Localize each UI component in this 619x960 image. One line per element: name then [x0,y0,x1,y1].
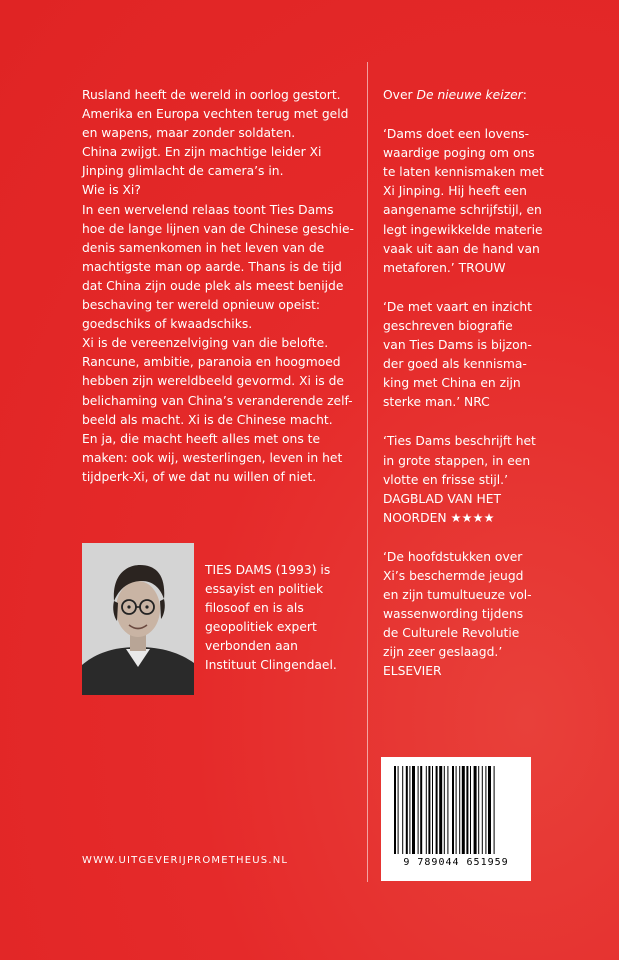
review-line: aangename schrijfstijl, en [383,203,542,218]
review-line: DAGBLAD VAN HET [383,491,502,506]
blurb-line: beschaving ter wereld opnieuw opeist: [82,298,321,313]
blurb-line: maken: ook wij, westerlingen, leven in het [82,450,343,465]
review-line: sterke man.’ NRC [383,395,490,410]
barcode-bar [456,766,457,854]
publisher-url[interactable]: WWW.UITGEVERIJPROMETHEUS.NL [82,855,289,866]
review-line: ‘Dams doet een lovens- [383,127,530,142]
barcode-bar [474,766,477,854]
blurb-line: Rusland heeft de wereld in oorlog gestort. [82,88,341,102]
blurb-line: goedschiks of kwaadschiks. [82,317,253,332]
review-line: en zijn tumultueuze vol- [383,588,532,603]
review-elsevier [383,548,573,682]
reviews-heading-suffix: : [522,88,527,102]
blurb-line: Rancune, ambitie, paranoia en hoogmoed [82,355,341,370]
review-line: Xi’s beschermde jeugd [383,568,524,583]
bio-line: filosoof en is als [205,601,304,616]
blurb-line: machtigste man op aarde. Thans is de tijd [82,259,342,274]
barcode-bar [402,766,403,854]
bio-line: verbonden aan [205,639,298,654]
barcode-bar [426,766,427,854]
review-line: de Culturele Revolutie [383,626,520,641]
author-bio [205,561,370,676]
blurb-line: beeld als macht. Xi is de Chinese macht. [82,412,333,427]
blurb-line: denis samenkomen in het leven van de [82,240,325,255]
blurb-line: tijdperk-Xi, of we dat nu willen of niet. [82,469,317,484]
barcode-bar [406,766,408,854]
barcode-bar [412,766,415,854]
barcode-bar [482,766,483,854]
review-line: geschreven biografie [383,318,513,333]
reviews-column [383,86,573,702]
blurb-line: En ja, die macht heeft alles met ons te [82,431,321,446]
blurb-line: belichaming van China’s veranderende zelf- [82,393,353,408]
blurb-line: en wapens, maar zonder soldaten. [82,126,296,141]
review-line: zijn zeer geslaagd.’ [383,645,503,660]
blurb-line: dat China zijn oude plek als meest benijde [82,278,344,293]
barcode-bar [394,766,396,854]
review-line: vaak uit aan de hand van [383,241,540,256]
barcode-bar [478,766,479,854]
reviews-heading-prefix: Over [383,88,417,102]
reviews-heading [383,86,573,105]
review-line: ‘De hoofdstukken over [383,549,523,564]
blurb-line: hebben zijn wereldbeeld gevormd. Xi is de [82,374,344,389]
barcode-bar [488,766,491,854]
barcode-bar [420,766,422,854]
barcode-bar [459,766,460,854]
blurb-line: Jinping glimlacht de camera’s in. [82,164,284,179]
review-line: wassenwording tijdens [383,607,524,622]
barcode-bar [444,766,445,854]
review-line: te laten kennismaken met [383,165,544,180]
review-line: der goed als kennisma- [383,357,527,372]
review-line: NOORDEN ★★★★ [383,510,495,525]
barcode-bar [452,766,454,854]
barcode-bar [418,766,419,854]
barcode-bar [470,766,471,854]
author-photo [82,543,194,695]
barcode-bar [447,766,448,854]
barcode-bar [409,766,410,854]
review-line: metaforen.’ TROUW [383,260,506,275]
bio-line: Instituut Clingendael. [205,658,337,673]
barcode-bar [485,766,486,854]
review-dagblad [383,432,573,527]
barcode-bar [398,766,399,854]
bio-line: essayist en politiek [205,582,324,597]
blurb-line: Wie is Xi? [82,183,141,198]
review-line: king met China en zijn [383,376,521,391]
blurb-line: China zwijgt. En zijn machtige leider Xi [82,145,322,160]
review-line: vlotte en frisse stijl.’ [383,472,508,487]
barcode-bar [432,766,433,854]
barcode-bar [462,766,465,854]
blurb-line: In een wervelend relaas toont Ties Dams [82,202,334,217]
bio-line: TIES DAMS (1993) is [205,563,331,577]
review-line: ELSEVIER [383,664,442,679]
barcode-bars [392,766,520,854]
barcode-bar [494,766,495,854]
review-line: ‘De met vaart en inzicht [383,299,532,314]
blurb-line: hoe de lange lijnen van de Chinese geschie- [82,221,354,236]
review-line: in grote stappen, in een [383,453,531,468]
review-line: van Ties Dams is bijzon- [383,338,532,353]
review-line: legt ingewikkelde materie [383,222,543,237]
review-line: ‘Ties Dams beschrijft het [383,434,536,449]
review-line: Xi Jinping. Hij heeft een [383,184,527,199]
review-trouw [383,125,573,278]
barcode-bar [466,766,468,854]
barcode-bar [439,766,442,854]
column-divider [367,62,368,882]
barcode-bar [428,766,430,854]
blurb-text [82,86,357,487]
isbn-number: 9 789044 651959 [403,857,509,868]
blurb-line: Amerika en Europa vechten terug met geld [82,107,349,122]
book-title: De nieuwe keizer [416,88,523,102]
bio-line: geopolitiek expert [205,620,317,635]
barcode-bar [436,766,438,854]
review-line: waardige poging om ons [383,146,535,161]
blurb-line: Xi is de vereenzelviging van die belofte. [82,336,329,351]
isbn-barcode [381,757,531,881]
review-nrc [383,298,573,413]
